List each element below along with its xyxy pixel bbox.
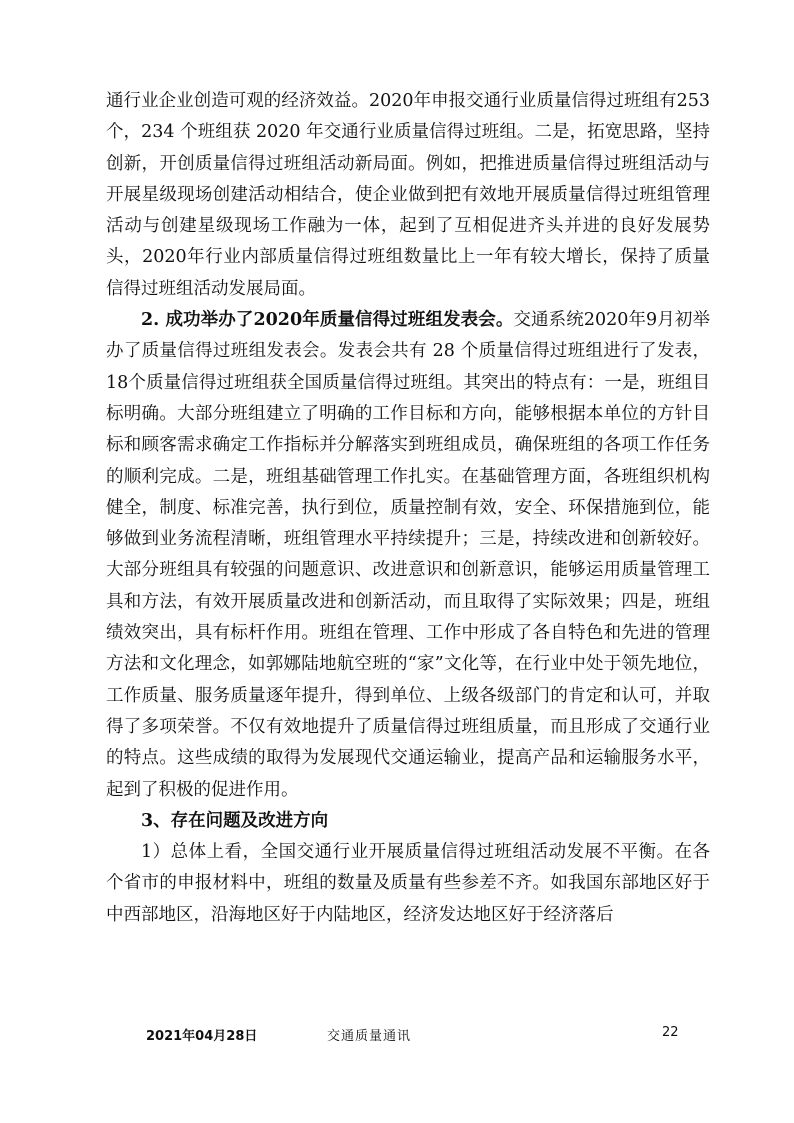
footer-publication-title: 交通质量通讯 <box>327 1029 412 1044</box>
page-footer <box>0 1025 794 1049</box>
paragraph-2-text: 交通系统2020年9月初举办了质量信得过班组发表会。发表会共有 28 个质量信得过班组进行了发表，18个质量信得过班组获全国质量信得过班组。其突出的特点有：一是，班组目标明确。大部分班组建立了明确的工作目标和方向，能够根据本单位的方针目标和顾客需求确定工作指标并分解落实到班组成员，确保班组的各项工作任务的顺利完成。二是，班组基础管理工作扎实。在基础管理方面，各班组织机构健全，制度、标准完善，执行到位，质量控制有效，安全、环保措施到位，能够做到业务流程清晰，班组管理水平持续提升；三是，持续改进和创新较好。大部分班组具有较强的问题意识、改进意识和创新意识，能够运用质量管理工具和方法，有效开展质量改进和创新活动，而且取得了实际效果；四是，班组绩效突出，具有标杆作用。班组在管理、工作中形成了各自特色和先进的管理方法和文化理念，如郭娜陆地航空班的“家”文化等，在行业中处于领先地位，工作质量、服务质量逐年提升，得到单位、上级各级部门的肯定和认可，并取得了多项荣誉。不仅有效地提升了质量信得过班组质量，而且形成了交通行业的特点。这些成绩的取得为发展现代交通运输业，提高产品和运输服务水平，起到了积极的促进作用。 <box>106 310 710 800</box>
footer-page-number: 22 <box>662 1025 679 1040</box>
body-paragraph-2 <box>106 305 710 806</box>
paragraph-2-lead: 2. 成功举办了2020年质量信得过班组发表会。 <box>141 310 514 331</box>
body-paragraph-1: 通行业企业创造可观的经济效益。2020年申报交通行业质量信得过班组有253 个，234 个班组获 2020 年交通行业质量信得过班组。二是，拓宽思路，坚持创新，开创质量信得过班组活动新局面。例如，把推进质量信得过班组活动与开展星级现场创建活动相结合，使企业做到把有效地开展质量信得过班组管理活动与创建星级现场工作融为一体，起到了互相促进齐头并进的良好发展势头，2020年行业内部质量信得过班组数量比上一年有较大增长，保持了质量信得过班组活动发展局面。 <box>106 91 710 299</box>
document-page <box>106 86 710 931</box>
footer-date: 2021年04月28日 <box>146 1029 258 1044</box>
section-heading-3: 3、存在问题及改进方向 <box>141 810 329 831</box>
body-paragraph-4: 1）总体上看，全国交通行业开展质量信得过班组活动发展不平衡。在各个省市的申报材料中，班组的数量及质量有些参差不齐。如我国东部地区好于中西部地区，沿海地区好于内陆地区，经济发达地区好于经济落后 <box>106 842 710 925</box>
